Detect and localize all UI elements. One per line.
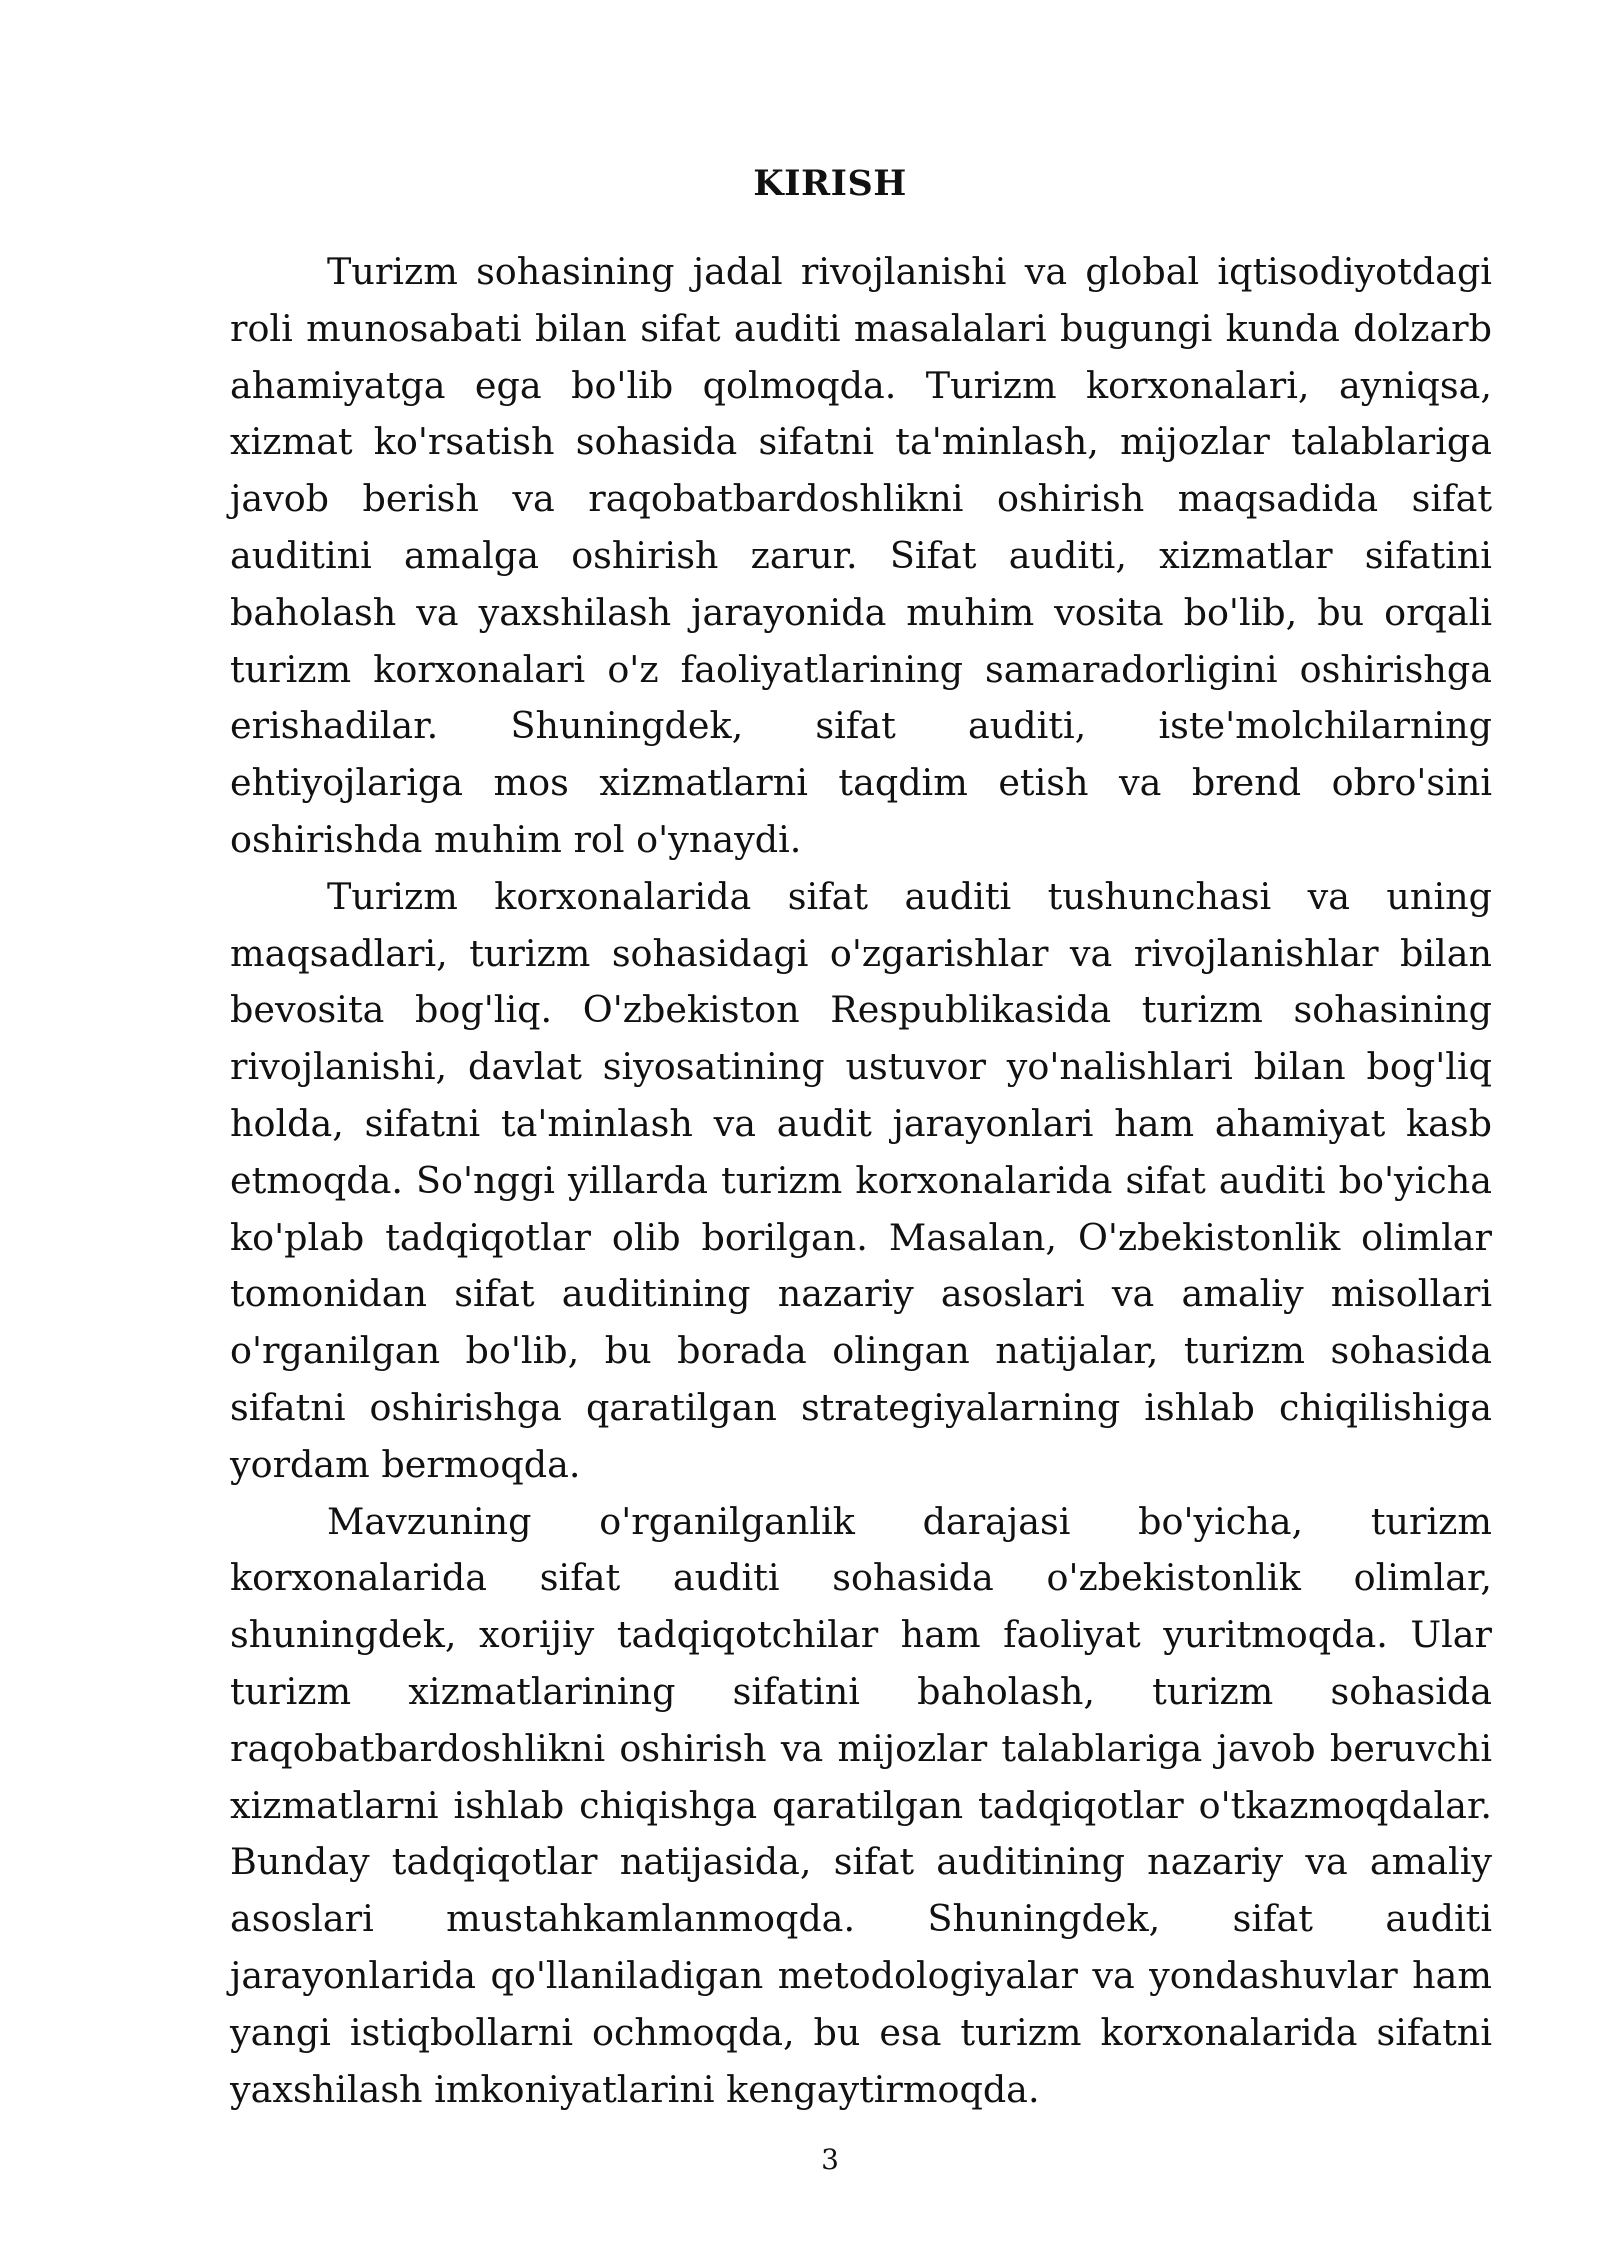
section-title: KIRISH [753,163,907,204]
page-number: 3 [821,2143,839,2176]
document-body [230,244,1492,2118]
paragraph-1: Turizm sohasining jadal rivojlanishi va global iqtisodiyotdagi roli munosabati bilan sifat auditi masalalari bugungi kunda dolzarb ahamiyatga ega bo'lib qolmoqda. Turizm korxonalari, ayniqsa, xizmat ko'rsatish sohasida sifatni ta'minlash, mijozlar talablariga javob berish va raqobatbardoshlikni oshirish maqsadida sifat auditini amalga oshirish zarur. Sifat auditi, xizmatlar sifatini baholash va yaxshilash jarayonida muhim vosita bo'lib, bu orqali turizm korxonalari o'z faoliyatlarining samaradorligini oshirishga erishadilar. Shuningdek, sifat auditi, iste'molchilarning ehtiyojlariga mos xizmatlarni taqdim etish va brend obro'sini oshirishda muhim rol o'ynaydi. [230,250,1492,861]
paragraph-3: Mavzuning o'rganilganlik darajasi bo'yicha, turizm korxonalarida sifat auditi sohasida o'zbekistonlik olimlar, shuningdek, xorijiy tadqiqotchilar ham faoliyat yuritmoqda. Ular turizm xizmatlarining sifatini baholash, turizm sohasida raqobatbardoshlikni oshirish va mijozlar talablariga javob beruvchi xizmatlarni ishlab chiqishga qaratilgan tadqiqotlar o'tkazmoqdalar. Bunday tadqiqotlar natijasida, sifat auditining nazariy va amaliy asoslari mustahkamlanmoqda. Shuningdek, sifat auditi jarayonlarida qo'llaniladigan metodologiyalar va yondashuvlar ham yangi istiqbollarni ochmoqda, bu esa turizm korxonalarida sifatni yaxshilash imkoniyatlarini kengaytirmoqda. [230,1499,1492,2111]
paragraph-2: Turizm korxonalarida sifat auditi tushunchasi va uning maqsadlari, turizm sohasidagi o'zgarishlar va rivojlanishlar bilan bevosita bog'liq. O'zbekiston Respublikasida turizm sohasining rivojlanishi, davlat siyosatining ustuvor yo'nalishlari bilan bog'liq holda, sifatni ta'minlash va audit jarayonlari ham ahamiyat kasb etmoqda. So'nggi yillarda turizm korxonalarida sifat auditi bo'yicha ko'plab tadqiqotlar olib borilgan. Masalan, O'zbekistonlik olimlar tomonidan sifat auditining nazariy asoslari va amaliy misollari o'rganilgan bo'lib, bu borada olingan natijalar, turizm sohasida sifatni oshirishga qaratilgan strategiyalarning ishlab chiqilishiga yordam bermoqda. [230,874,1492,1486]
